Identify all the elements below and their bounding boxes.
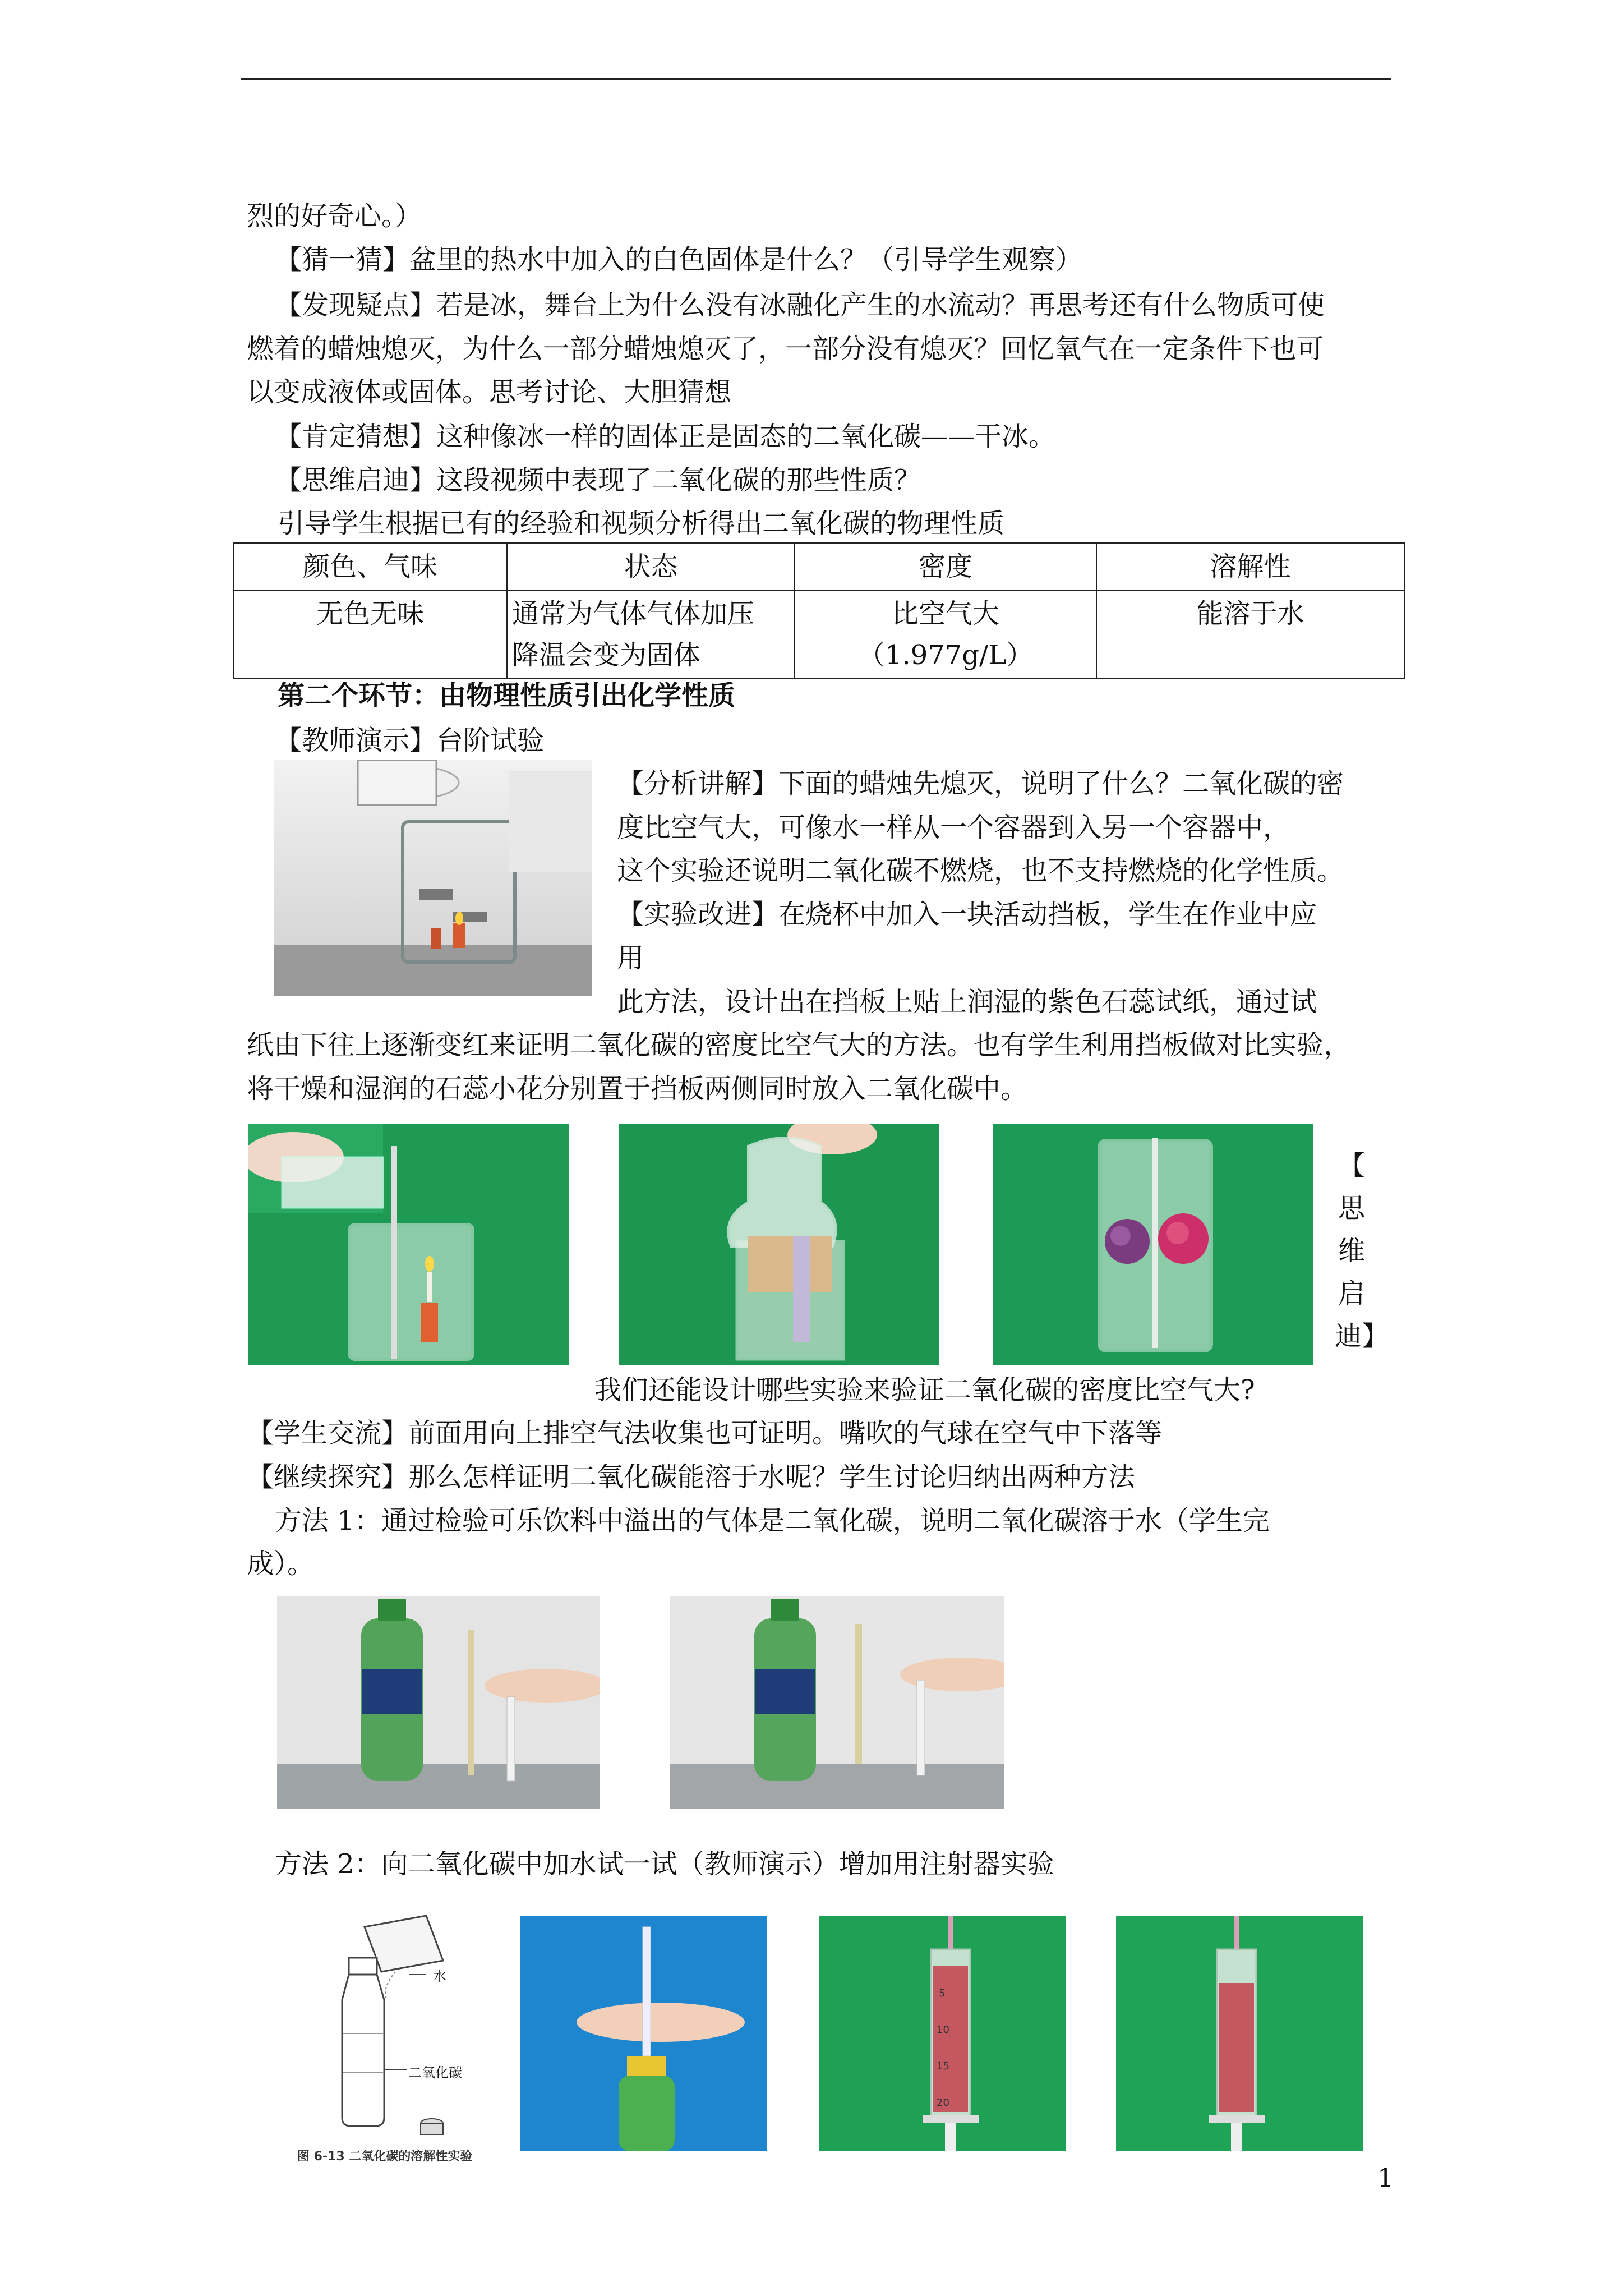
cell-line: （1.977g/L） [857,639,1034,671]
vertical-char: 【 [1338,1150,1365,1181]
syringe-mark: 5 [939,1987,946,1999]
vertical-char: 思 [1338,1193,1365,1224]
syringe-red-liquid-photo-2 [1116,1916,1363,2151]
text-line: 此方法，设计出在挡板上贴上润湿的紫色石蕊试纸，通过试 [617,986,1317,1018]
section-heading: 第二个环节：由物理性质引出化学性质 [278,680,736,711]
text-line: 【猜一猜】盆里的热水中加入的白色固体是什么？（引导学生观察） [275,244,1083,275]
text-line: 引导学生根据已有的经验和视频分析得出二氧化碳的物理性质 [278,508,1005,539]
text-line: 我们还能设计哪些实验来验证二氧化碳的密度比空气大? [594,1374,1255,1406]
syringe-into-bottle-photo [520,1916,767,2151]
text-line: 【学生交流】前面用向上排空气法收集也可证明。嘴吹的气球在空气中下落等 [247,1418,1163,1449]
diagram-caption: 图 6-13 二氧化碳的溶解性实验 [297,2150,473,2164]
pouring-co2-candle-photo [248,1124,569,1365]
cell-line: 降温会变为固体 [512,639,701,671]
soda-bottle-test-photo-1 [277,1596,600,1809]
text-line: 【肯定猜想】这种像冰一样的固体正是固态的二氧化碳——干冰。 [275,421,1056,452]
header-rule [241,78,1391,80]
vertical-char: 迪】 [1335,1320,1389,1352]
co2-solubility-diagram [297,1904,499,2168]
page-number: 1 [1377,2162,1394,2193]
text-line: 【发现疑点】若是冰，舞台上为什么没有冰融化产生的水流动？再思考还有什么物质可使 [275,289,1325,321]
syringe-mark: 20 [937,2097,949,2109]
text-line: 以变成液体或固体。思考讨论、大胆猜想 [247,376,732,408]
syringe-mark: 10 [937,2024,949,2036]
text-line: 烈的好奇心。） [247,200,422,232]
table-header-cell: 状态 [507,543,795,590]
text-line: 【继续探究】那么怎样证明二氧化碳能溶于水呢？学生讨论归纳出两种方法 [247,1461,1136,1493]
table-cell: 能溶于水 [1096,590,1404,679]
table-row [233,590,1404,679]
table-cell [795,590,1096,679]
text-line: 【分析讲解】下面的蜡烛先熄灭，说明了什么？二氧化碳的密 [617,768,1344,799]
table-cell: 无色无味 [233,590,507,679]
table-header-row [233,543,1404,590]
text-line: 成）。 [247,1548,315,1580]
cell-line: 比空气大 [891,598,999,629]
litmus-paper-beaker-photo [619,1124,939,1365]
text-line: 将干燥和湿润的石蕊小花分别置于挡板两侧同时放入二氧化碳中。 [247,1073,1028,1105]
syringe-mark: 15 [937,2060,949,2072]
table-header-cell: 溶解性 [1096,543,1404,590]
syringe-red-liquid-photo-1 [819,1916,1066,2151]
table-header-cell: 颜色、气味 [233,543,507,590]
vertical-char: 启 [1338,1278,1365,1309]
cell-line: 通常为气体气体加压 [512,598,755,629]
co2-physical-properties-table [233,542,1405,679]
text-line: 【教师演示】台阶试验 [275,725,545,756]
text-line: 用 [617,942,644,974]
text-line: 纸由下往上逐渐变红来证明二氧化碳的密度比空气大的方法。也有学生利用挡板做对比实验， [247,1029,1351,1061]
soda-bottle-test-photo-2 [670,1596,1004,1809]
vertical-label [1335,1144,1389,1358]
text-line: 燃着的蜡烛熄灭，为什么一部分蜡烛熄灭了，一部分没有熄灭？回忆氧气在一定条件下也可 [247,333,1324,365]
text-line: 【实验改进】在烧杯中加入一块活动挡板，学生在作业中应 [617,899,1317,930]
diagram-label-co2: 二氧化碳 [408,2065,462,2081]
text-line: 【思维启迪】这段视频中表现了二氧化碳的那些性质？ [275,464,921,496]
text-line: 方法 2：向二氧化碳中加水试一试（教师演示）增加用注射器实验 [275,1848,1054,1880]
diagram-label-water: 水 [433,1968,446,1984]
staircase-experiment-photo [274,760,592,996]
table-header-cell: 密度 [795,543,1096,590]
text-line: 这个实验还说明二氧化碳不燃烧，也不支持燃烧的化学性质。 [617,855,1344,886]
text-line: 方法 1：通过检验可乐饮料中溢出的气体是二氧化碳，说明二氧化碳溶于水（学生完 [275,1505,1270,1536]
vertical-char: 维 [1338,1235,1365,1267]
table-cell [507,590,795,679]
text-line: 度比空气大，可像水一样从一个容器到入另一个容器中， [617,812,1290,843]
litmus-flowers-beaker-photo [993,1124,1313,1365]
